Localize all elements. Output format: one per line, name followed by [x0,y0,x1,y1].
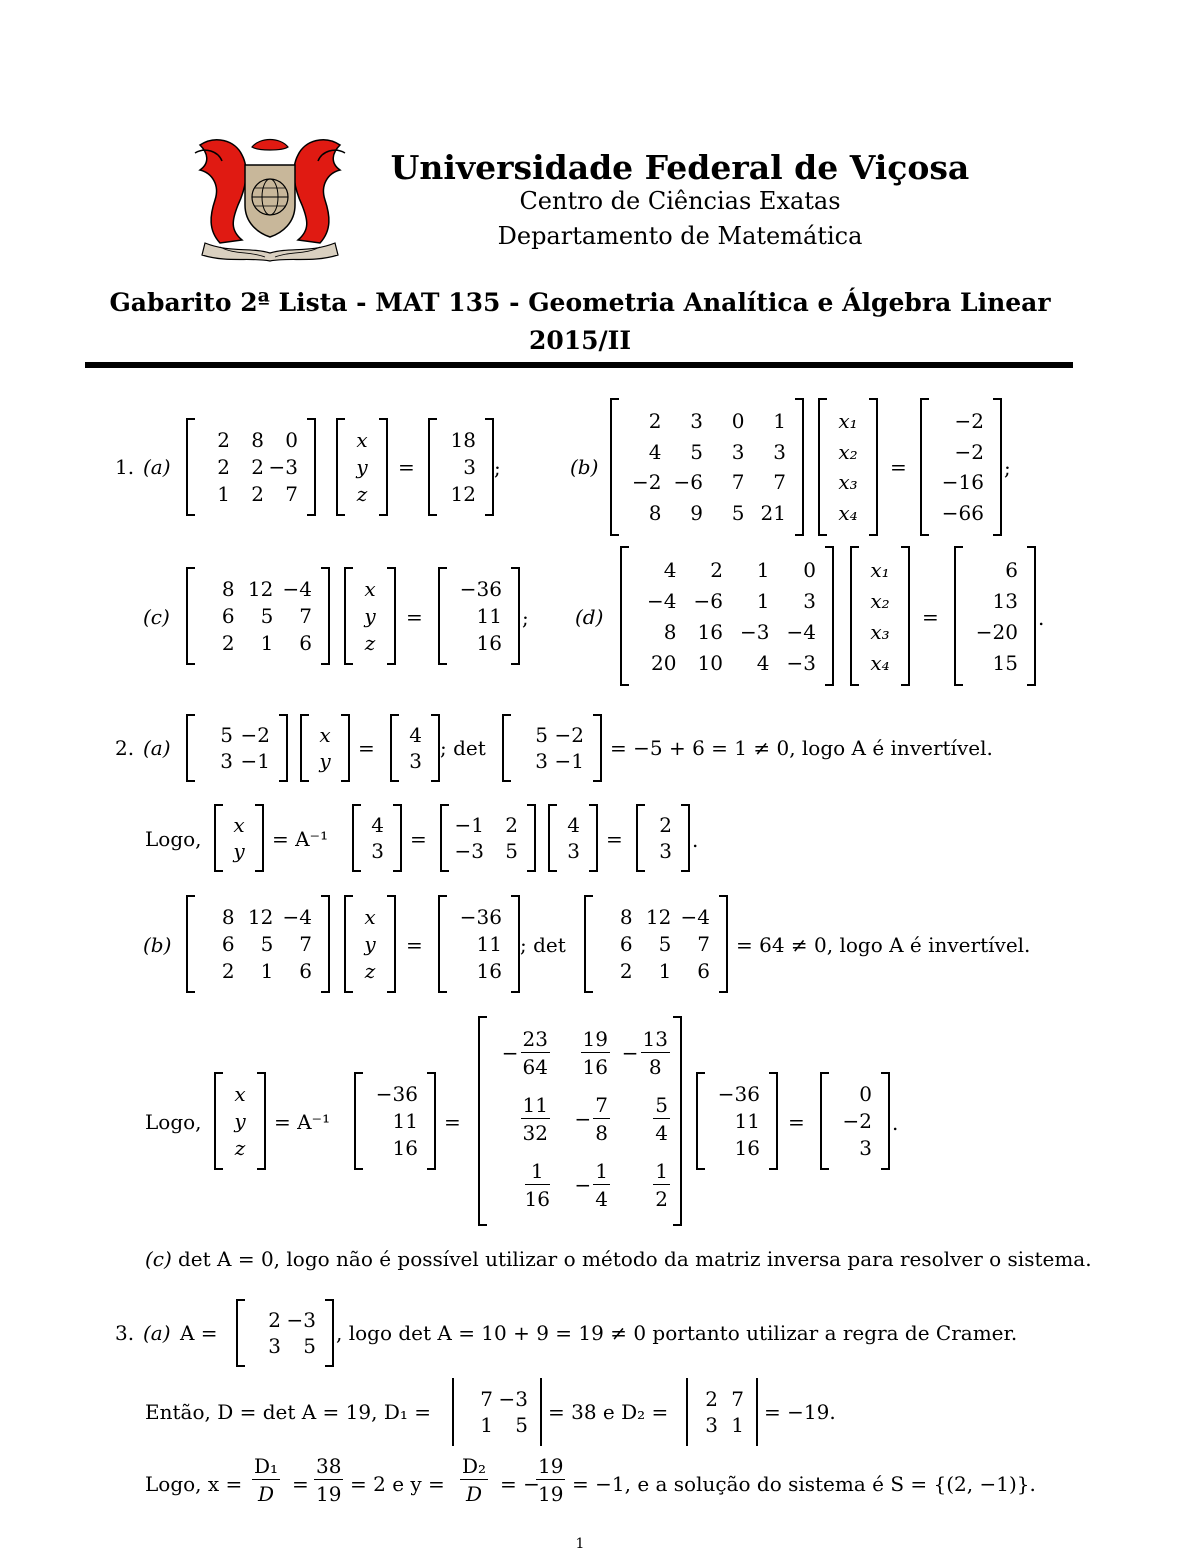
matrix-cell: 5 [535,723,548,747]
matrix-cell: −1 [554,749,584,773]
q1d-label: (d) [575,605,604,629]
q2c-text: det A = 0, logo não é possível utilizar o método da matriz inversa para resolver o sistema. [178,1247,1092,1271]
q2b-inverse-matrix [478,1016,682,1226]
matrix-cell: z [364,631,376,656]
q2a-constant-vector-2 [352,804,402,872]
q3a-mid2: = 2 e y = [350,1472,445,1496]
matrix-cell: 9 [690,500,703,525]
matrix-cell: 15 [992,650,1018,675]
q3a-coefficient-matrix [236,1299,334,1367]
matrix-cell: −4 [786,619,816,644]
matrix-cell: −3 [454,839,484,863]
q2a-ainv-label: = A⁻¹ [272,827,329,851]
q3a-d2-determinant [686,1378,758,1446]
q2b-variable-vector [344,895,396,993]
matrix-cell: 2 [221,631,235,656]
q3a-a-label: A = [180,1321,218,1345]
matrix-cell: 5 [690,439,703,464]
matrix-cell: 11 [392,1109,418,1133]
matrix-cell: −36 [375,1081,418,1106]
q3a-d1-determinant [452,1378,542,1446]
matrix-cell: 5 [658,932,672,956]
q3a-entao: Então, D = det A = 19, D₁ = [145,1400,431,1424]
matrix-cell: 8 [663,619,677,644]
matrix-cell: 7 [731,470,745,495]
q1a-coefficient-matrix [186,418,316,516]
matrix-cell: −2 [954,409,984,434]
matrix-cell: 5 [260,604,274,628]
matrix-cell: $\frac{1}{16}$ [524,1159,550,1211]
matrix-cell: −3 [498,1387,528,1411]
matrix-cell: −3 [740,619,770,644]
matrix-cell: −3 [786,650,816,675]
matrix-cell: −36 [717,1081,760,1106]
matrix-cell: 8 [221,576,235,601]
matrix-cell: 11 [476,604,502,628]
matrix-cell: 1 [658,959,672,984]
matrix-cell: −36 [459,576,502,601]
q2a-inverse-matrix [440,804,536,872]
matrix-cell: 3 [731,439,745,464]
matrix-cell: 7 [285,482,298,507]
matrix-cell: y [234,1109,246,1133]
q3a-end: = −19. [764,1400,836,1424]
equals-sign: = [444,1110,461,1134]
q3a-frac-d1-over-d: $\frac{\text{D₁}}{D}$ [254,1454,279,1506]
matrix-cell: 2 [221,959,235,984]
matrix-cell: 0 [731,409,745,434]
q3a-eqm: = − [500,1472,540,1496]
matrix-cell: −3 [268,455,298,479]
matrix-cell: 8 [648,500,662,525]
matrix-cell: − $\frac{23}{64}$ [501,1027,548,1079]
matrix-cell: y [364,604,376,628]
matrix-cell: x₁ [870,557,890,582]
matrix-cell: 2 [505,813,518,837]
q2b-logo: Logo, [145,1110,202,1134]
matrix-cell: z [364,959,376,984]
matrix-cell: 2 [217,427,230,452]
q3-number: 3. [115,1321,135,1345]
matrix-cell: x₃ [870,619,890,644]
matrix-cell: 7 [480,1387,493,1411]
q2b-end: . [892,1111,899,1135]
matrix-cell: 5 [505,839,518,863]
matrix-cell: z [356,482,368,507]
q2a-label: (a) [143,736,171,760]
university-name: Universidade Federal de Viçosa [390,148,970,187]
matrix-cell: 5 [220,723,233,747]
matrix-cell: 16 [476,631,502,656]
q2a-constant-vector-3 [548,804,598,872]
matrix-cell: x [319,723,331,747]
matrix-cell: 6 [221,604,235,628]
matrix-cell: −3 [286,1308,316,1332]
matrix-cell: 3 [773,439,786,464]
matrix-cell: $\frac{11}{32}$ [522,1093,548,1145]
matrix-cell: 1 [756,588,770,613]
matrix-cell: −36 [459,904,502,929]
q2b-label: (b) [143,933,172,957]
q2a-det-result: = −5 + 6 = 1 ≠ 0, logo A é invertível. [610,736,993,760]
q3a-label: (a) [143,1321,171,1345]
q2b-det-matrix [584,895,728,993]
matrix-cell: x [364,904,376,929]
matrix-cell: 1 [731,1413,744,1437]
equals-sign: = [292,1472,309,1496]
q1c-label: (c) [143,605,170,629]
q2a-variable-vector-2 [214,804,264,872]
matrix-cell: 2 [619,959,633,984]
matrix-cell: 5 [303,1334,316,1358]
matrix-cell: 12 [450,482,476,507]
q3a-after: , logo det A = 10 + 9 = 19 ≠ 0 portanto utilizar a regra de Cramer. [336,1321,1018,1345]
matrix-cell: 3 [690,409,703,434]
matrix-cell: 0 [285,427,298,452]
q3a-frac-19-over-19: $\frac{19}{19}$ [538,1454,564,1506]
q1c-constant-vector [438,567,520,665]
matrix-cell: 4 [567,813,580,837]
matrix-cell: 6 [299,631,312,656]
matrix-cell: y [233,839,245,863]
q1a-variable-vector [336,418,388,516]
q2a-det-word: ; det [440,736,486,760]
matrix-cell: −4 [680,904,710,929]
matrix-cell: x₄ [870,650,890,675]
header-rule [85,362,1073,368]
matrix-cell: −2 [842,1109,872,1133]
q2b-constant-vector-3 [696,1072,778,1170]
matrix-cell: y [364,932,376,956]
matrix-cell: 12 [247,576,274,601]
q3a-frac-d2-over-d: $\frac{\text{D₂}}{D}$ [462,1454,487,1506]
q1-number: 1. [115,455,135,479]
q2b-solution-vector [820,1072,890,1170]
matrix-cell: 21 [760,500,786,525]
q1b-end: ; [1004,456,1011,480]
matrix-cell: 2 [710,557,723,582]
q2a-logo: Logo, [145,827,202,851]
matrix-cell: − $\frac{13}{8}$ [621,1027,668,1079]
department-name: Departamento de Matemática [497,222,863,250]
matrix-cell: y [356,455,368,479]
q1a-constant-vector [428,418,494,516]
matrix-cell: 6 [697,959,710,984]
q3a-logo: Logo, x = [145,1472,243,1496]
matrix-cell: 3 [371,839,384,863]
matrix-cell: 8 [221,904,235,929]
matrix-cell: −2 [954,439,984,464]
q1b-constant-vector [920,398,1002,536]
matrix-cell: 11 [734,1109,760,1133]
q2-number: 2. [115,736,135,760]
matrix-cell: x [356,427,368,452]
matrix-cell: 2 [659,813,672,837]
matrix-cell: 8 [619,904,633,929]
matrix-cell: −2 [632,470,662,495]
equals-sign: = [606,827,623,851]
matrix-cell: 2 [705,1387,718,1411]
matrix-cell: −4 [647,588,677,613]
matrix-cell: 20 [651,650,677,675]
equals-sign: = [406,933,423,957]
q3a-frac-38-over-19: $\frac{38}{19}$ [316,1454,342,1506]
matrix-cell: x₂ [838,439,858,464]
q2b-ainv-label: = A⁻¹ [274,1110,331,1134]
matrix-cell: 3 [803,588,816,613]
matrix-cell: 1 [260,631,274,656]
university-crest-logo [190,135,350,263]
q1c-end: ; [522,606,529,630]
q2b-coefficient-matrix [186,895,330,993]
equals-sign: = [922,605,939,629]
q1c-coefficient-matrix [186,567,330,665]
matrix-cell: 1 [480,1413,493,1437]
q2a-solution-vector [636,804,690,872]
matrix-cell: 7 [697,932,710,956]
q1b-variable-vector [818,398,878,536]
matrix-cell: 3 [463,455,476,479]
matrix-cell: 8 [251,427,264,452]
q3a-final: = −1, e a solução do sistema é S = {(2, −1)}. [572,1472,1036,1496]
equals-sign: = [398,455,415,479]
matrix-cell: x [234,1081,246,1106]
matrix-cell: 10 [697,650,723,675]
matrix-cell: 5 [515,1413,528,1437]
equals-sign: = [788,1110,805,1134]
matrix-cell: −6 [693,588,723,613]
matrix-cell: 0 [859,1081,872,1106]
matrix-cell: x₂ [870,588,890,613]
matrix-cell: y [319,749,331,773]
q2b-det-result: = 64 ≠ 0, logo A é invertível. [736,933,1031,957]
q2a-constant-vector [390,714,440,782]
matrix-cell: 2 [648,409,662,434]
matrix-cell: 12 [247,904,274,929]
matrix-cell: 4 [663,557,677,582]
matrix-cell: x₃ [838,470,858,495]
matrix-cell: 6 [1005,557,1018,582]
q1d-constant-vector [954,546,1036,686]
matrix-cell: −66 [941,500,984,525]
q2a-variable-vector [300,714,350,782]
q1d-coefficient-matrix [620,546,834,686]
q1d-variable-vector [850,546,910,686]
q1b-label: (b) [570,455,599,479]
matrix-cell: 3 [567,839,580,863]
matrix-cell: $\frac{5}{4}$ [655,1093,668,1145]
equals-sign: = [410,827,427,851]
matrix-cell: 6 [221,932,235,956]
matrix-cell: 11 [476,932,502,956]
matrix-cell: 16 [734,1136,760,1161]
matrix-cell: −16 [941,470,984,495]
q1b-coefficient-matrix [610,398,804,536]
document-title: Gabarito 2ª Lista - MAT 135 - Geometria Analítica e Álgebra Linear [109,288,1051,317]
matrix-cell: 2 [251,455,264,479]
equals-sign: = [890,455,907,479]
matrix-cell: −4 [282,904,312,929]
matrix-cell: 3 [220,749,233,773]
matrix-cell: − $\frac{7}{8}$ [574,1093,608,1145]
matrix-cell: x [364,576,376,601]
q2a-coefficient-matrix [186,714,288,782]
matrix-cell: 1 [773,409,786,434]
matrix-cell: 7 [773,470,786,495]
matrix-cell: 2 [268,1308,281,1332]
matrix-cell: 16 [476,959,502,984]
q1d-end: . [1038,606,1045,630]
matrix-cell: −2 [554,723,584,747]
matrix-cell: 0 [803,557,816,582]
matrix-cell: 3 [659,839,672,863]
matrix-cell: −1 [454,813,484,837]
q2b-variable-vector-2 [214,1072,266,1170]
matrix-cell: $\frac{1}{2}$ [655,1159,668,1211]
matrix-cell: 2 [217,455,230,479]
matrix-cell: 7 [731,1387,744,1411]
matrix-cell: x₁ [838,409,858,434]
matrix-cell: 7 [299,932,312,956]
matrix-cell: 4 [648,439,662,464]
q2a-end: . [692,828,699,852]
matrix-cell: −2 [240,723,270,747]
matrix-cell: 4 [371,813,384,837]
matrix-cell: 1 [260,959,274,984]
matrix-cell: 1 [756,557,770,582]
matrix-cell: x₄ [838,500,858,525]
matrix-cell: 12 [645,904,672,929]
matrix-cell: x [233,813,245,837]
matrix-cell: 2 [251,482,264,507]
matrix-cell: 5 [260,932,274,956]
matrix-cell: 7 [299,604,312,628]
matrix-cell: 3 [859,1136,872,1161]
matrix-cell: 13 [992,588,1018,613]
q2a-det-matrix [502,714,602,782]
equals-sign: = [406,605,423,629]
q2b-constant-vector [438,895,520,993]
matrix-cell: 6 [299,959,312,984]
q2b-constant-vector-2 [354,1072,436,1170]
q2b-det-word: ; det [520,933,566,957]
matrix-cell: −4 [282,576,312,601]
matrix-cell: − $\frac{1}{4}$ [574,1159,608,1211]
matrix-cell: −20 [975,619,1018,644]
matrix-cell: 18 [450,427,476,452]
q1a-end: ; [494,456,501,480]
q2c-label: (c) [145,1247,172,1271]
matrix-cell: z [234,1136,246,1161]
matrix-cell: 1 [217,482,230,507]
center-name: Centro de Ciências Exatas [519,187,841,215]
matrix-cell: 16 [697,619,723,644]
matrix-cell: $\frac{19}{16}$ [582,1027,608,1079]
matrix-cell: 6 [619,932,633,956]
matrix-cell: 16 [392,1136,418,1161]
matrix-cell: 3 [268,1334,281,1358]
document-term: 2015/II [528,326,632,355]
q1c-variable-vector [344,567,396,665]
matrix-cell: 4 [756,650,770,675]
equals-sign: = [358,736,375,760]
matrix-cell: 3 [409,749,422,773]
matrix-cell: 3 [705,1413,718,1437]
matrix-cell: −1 [240,749,270,773]
matrix-cell: 4 [409,723,422,747]
matrix-cell: 5 [731,500,745,525]
q1a-label: (a) [143,455,171,479]
matrix-cell: 3 [535,749,548,773]
q3a-mid: = 38 e D₂ = [548,1400,669,1424]
page-number: 1 [575,1536,585,1552]
matrix-cell: −6 [673,470,703,495]
